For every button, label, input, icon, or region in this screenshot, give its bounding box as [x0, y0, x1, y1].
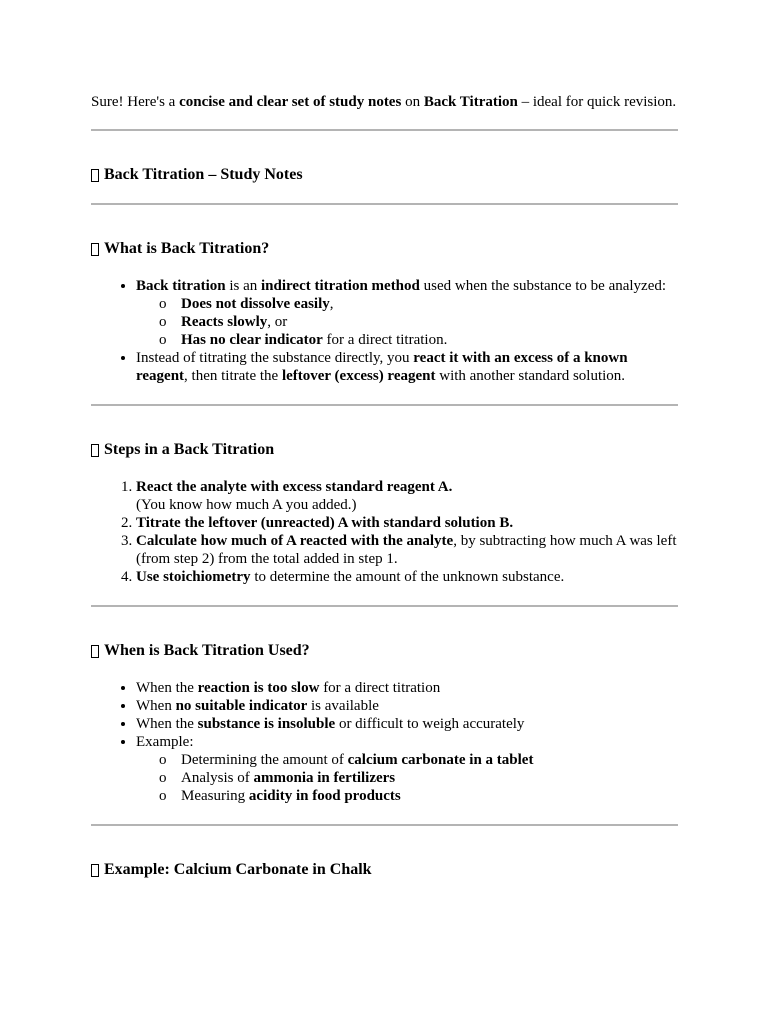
example-text: Analysis of: [181, 770, 254, 786]
when-bold: substance is insoluble: [197, 716, 336, 732]
missing-glyph-icon: [91, 444, 99, 457]
missing-glyph-icon: [91, 645, 99, 658]
example-sublist: [136, 751, 678, 805]
when-text: Example:: [136, 734, 194, 750]
sub-rest: , or: [267, 314, 288, 330]
when-text: for a direct titration: [319, 680, 441, 696]
section-title: [91, 165, 678, 185]
list-item: [136, 679, 678, 697]
divider: [91, 203, 678, 205]
example-text: Determining the amount of: [181, 752, 348, 768]
what-list: [91, 277, 678, 385]
intro-text-2: on: [401, 94, 424, 110]
when-heading-text: When is Back Titration Used?: [104, 642, 310, 659]
when-text: or difficult to weigh accurately: [335, 716, 525, 732]
steps-heading-text: Steps in a Back Titration: [104, 441, 275, 458]
when-bold: no suitable indicator: [175, 698, 308, 714]
when-text: When the: [136, 680, 198, 696]
list-item: [136, 733, 678, 805]
when-bold: reaction is too slow: [197, 680, 320, 696]
sub-rest: ,: [329, 296, 334, 312]
example-bold: ammonia in fertilizers: [253, 770, 396, 786]
list-item: [136, 277, 678, 349]
section-title-text: Back Titration – Study Notes: [104, 166, 303, 183]
step-rest: , by subtracting how much A was left (from step 2) from the total added in step 1.: [136, 533, 677, 567]
intro-bold-2: Back Titration: [423, 94, 518, 110]
what-heading-text: What is Back Titration?: [104, 240, 270, 257]
missing-glyph-icon: [91, 864, 99, 877]
sub-bold: Reacts slowly: [181, 314, 268, 330]
step-bold: Titrate the leftover (unreacted) A with standard solution B.: [136, 515, 514, 531]
step-rest: to determine the amount of the unknown substance.: [250, 569, 565, 585]
what-b1-t2: used when the substance to be analyzed:: [419, 278, 667, 294]
when-list: [91, 679, 678, 805]
what-b2-bold2: leftover (excess) reagent: [281, 368, 436, 384]
list-item: [181, 295, 678, 313]
what-b1-t1: is an: [225, 278, 261, 294]
what-b2-bold1: react it with an excess of a known reagent: [136, 350, 628, 384]
what-heading: [91, 239, 678, 259]
step-item: [136, 532, 678, 568]
when-text: When the: [136, 716, 198, 732]
list-item: [181, 331, 678, 349]
step-note: (You know how much A you added.): [136, 497, 357, 513]
list-item: [181, 313, 678, 331]
when-text: is available: [307, 698, 379, 714]
sub-bold: Does not dissolve easily: [181, 296, 330, 312]
list-item: [136, 697, 678, 715]
step-item: [136, 514, 678, 532]
example-heading-text: Example: Calcium Carbonate in Chalk: [104, 861, 372, 878]
what-b1-bold1: Back titration: [136, 278, 226, 294]
steps-heading: [91, 440, 678, 460]
example-text: Measuring: [181, 788, 249, 804]
step-item: [136, 478, 678, 514]
example-heading: [91, 860, 678, 880]
when-text: When: [136, 698, 176, 714]
divider: [91, 824, 678, 826]
list-item: [136, 715, 678, 733]
list-item: [136, 349, 678, 385]
document-page: [91, 93, 678, 880]
when-heading: [91, 641, 678, 661]
sub-rest: for a direct titration.: [322, 332, 448, 348]
what-b2-t2: , then titrate the: [184, 368, 282, 384]
step-bold: Use stoichiometry: [136, 569, 251, 585]
divider: [91, 404, 678, 406]
example-bold: calcium carbonate in a tablet: [347, 752, 534, 768]
list-item: [181, 769, 678, 787]
example-bold: acidity in food products: [248, 788, 401, 804]
intro-bold-1: concise and clear set of study notes: [179, 94, 402, 110]
what-b2-t3: with another standard solution.: [435, 368, 626, 384]
what-b2-t1: Instead of titrating the substance directly, you: [136, 350, 414, 366]
what-b1-bold2: indirect titration method: [261, 278, 420, 294]
steps-list: [91, 478, 678, 586]
intro-text-3: – ideal for quick revision.: [517, 94, 677, 110]
missing-glyph-icon: [91, 169, 99, 182]
divider: [91, 605, 678, 607]
sub-bold: Has no clear indicator: [181, 332, 323, 348]
step-item: [136, 568, 678, 586]
step-bold: Calculate how much of A reacted with the analyte: [136, 533, 454, 549]
what-sublist: [136, 295, 678, 349]
divider: [91, 129, 678, 131]
list-item: [181, 751, 678, 769]
step-bold: React the analyte with excess standard reagent A.: [136, 479, 453, 495]
list-item: [181, 787, 678, 805]
intro-text-1: Sure! Here's a: [91, 94, 180, 110]
intro-paragraph: [91, 93, 678, 111]
missing-glyph-icon: [91, 243, 99, 256]
